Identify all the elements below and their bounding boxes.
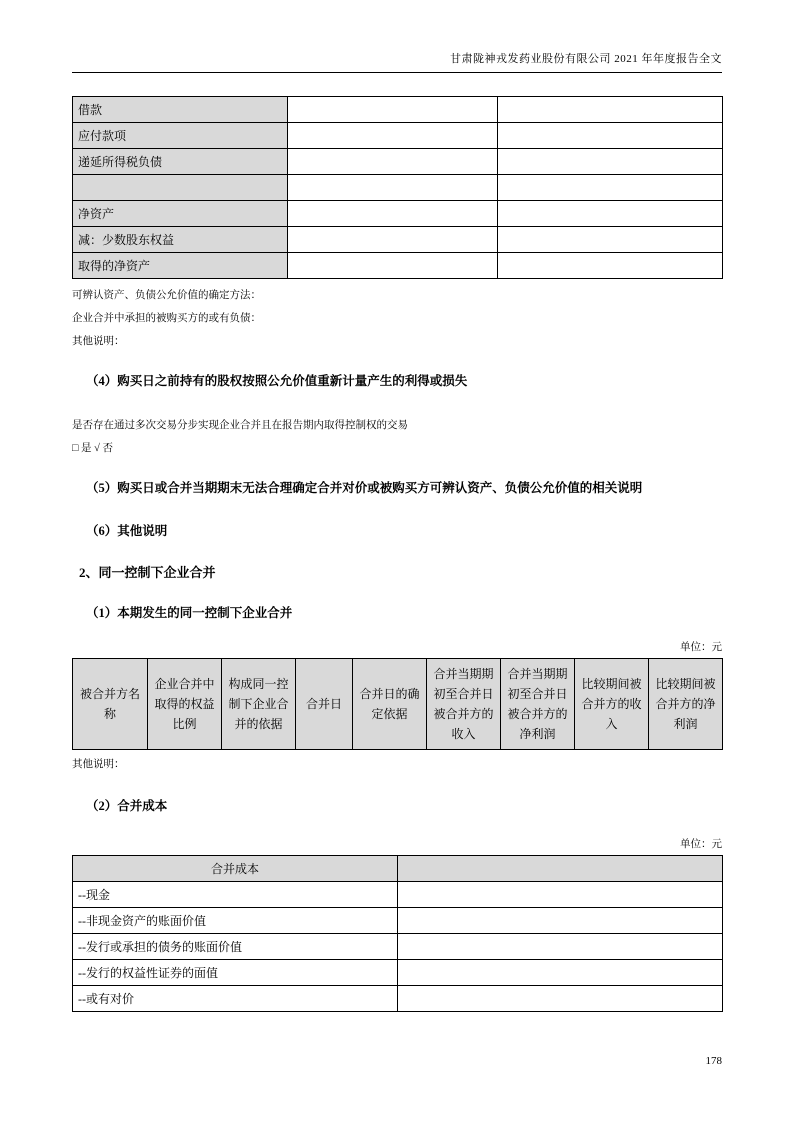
column-header: 企业合并中取得的权益比例 <box>148 659 222 750</box>
section-2-heading: 2、同一控制下企业合并 <box>79 565 216 580</box>
table-row <box>73 175 723 201</box>
table-row <box>73 986 723 1012</box>
section-5-heading: （5）购买日或合并当期期末无法合理确定合并对价或被购买方可辨认资产、负债公允价值的相关说明 <box>86 481 643 495</box>
value-cell <box>498 227 723 253</box>
table-row <box>73 960 723 986</box>
value-cell <box>288 175 498 201</box>
value-cell <box>398 908 723 934</box>
section-2-sub-2-heading: （2）合并成本 <box>86 799 168 813</box>
page-number: 178 <box>705 1055 722 1067</box>
value-cell <box>398 960 723 986</box>
table-row <box>73 882 723 908</box>
note-other-2: 其他说明： <box>72 759 125 770</box>
table-row <box>73 123 723 149</box>
column-header: 合并当期期初至合并日被合并方的收入 <box>427 659 501 750</box>
cost-table-header-row <box>73 856 723 882</box>
note-fair-value-method: 可辨认资产、负债公允价值的确定方法： <box>72 290 261 301</box>
value-cell <box>498 97 723 123</box>
unit-label: 单位：元 <box>680 642 722 653</box>
note-contingent-liabilities: 企业合并中承担的被购买方的或有负债： <box>72 313 261 324</box>
section-2-sub-1-heading: （1）本期发生的同一控制下企业合并 <box>86 606 293 620</box>
table-row <box>73 908 723 934</box>
row-label: --或有对价 <box>73 986 398 1012</box>
row-label: --非现金资产的账面价值 <box>73 908 398 934</box>
column-header: 合并日 <box>296 659 353 750</box>
row-label: 取得的净资产 <box>73 253 288 279</box>
value-cell <box>498 175 723 201</box>
acquiree-assets-table <box>72 96 723 279</box>
column-header: 合并当期期初至合并日被合并方的净利润 <box>501 659 575 750</box>
section-6-heading: （6）其他说明 <box>86 524 168 538</box>
value-cell <box>398 986 723 1012</box>
row-label: 应付款项 <box>73 123 288 149</box>
value-cell <box>288 123 498 149</box>
section-4-question: 是否存在通过多次交易分步实现企业合并且在报告期内取得控制权的交易 <box>72 420 408 431</box>
cost-table <box>72 855 723 1012</box>
value-cell <box>498 253 723 279</box>
row-label: --发行或承担的债务的账面价值 <box>73 934 398 960</box>
row-label: 递延所得税负债 <box>73 149 288 175</box>
column-header <box>398 856 723 882</box>
row-label: 借款 <box>73 97 288 123</box>
value-cell <box>288 227 498 253</box>
row-label: 减：少数股东权益 <box>73 227 288 253</box>
note-other: 其他说明： <box>72 336 125 347</box>
row-label: 净资产 <box>73 201 288 227</box>
report-header-title: 甘肃陇神戎发药业股份有限公司 2021 年年度报告全文 <box>72 0 722 73</box>
table-row <box>73 227 723 253</box>
row-label: --发行的权益性证券的面值 <box>73 960 398 986</box>
column-header: 比较期间被合并方的净利润 <box>649 659 723 750</box>
merger-table <box>72 658 723 750</box>
section-4-heading: （4）购买日之前持有的股权按照公允价值重新计量产生的利得或损失 <box>86 374 468 388</box>
value-cell <box>498 201 723 227</box>
table-row <box>73 253 723 279</box>
row-label: --现金 <box>73 882 398 908</box>
value-cell <box>498 123 723 149</box>
page-content <box>72 0 722 1012</box>
table-row <box>73 201 723 227</box>
column-header: 合并日的确定依据 <box>353 659 427 750</box>
row-label <box>73 175 288 201</box>
table-row <box>73 149 723 175</box>
value-cell <box>288 201 498 227</box>
value-cell <box>398 934 723 960</box>
value-cell <box>498 149 723 175</box>
value-cell <box>288 253 498 279</box>
column-header: 合并成本 <box>73 856 398 882</box>
column-header: 比较期间被合并方的收入 <box>575 659 649 750</box>
merger-table-header-row <box>73 659 723 750</box>
unit-label-2: 单位：元 <box>680 839 722 850</box>
column-header: 被合并方名称 <box>73 659 148 750</box>
section-4-answer-checkboxes: □ 是 √ 否 <box>72 443 113 454</box>
column-header: 构成同一控制下企业合并的依据 <box>222 659 296 750</box>
value-cell <box>398 882 723 908</box>
table-row <box>73 934 723 960</box>
value-cell <box>288 149 498 175</box>
table-row <box>73 97 723 123</box>
value-cell <box>288 97 498 123</box>
